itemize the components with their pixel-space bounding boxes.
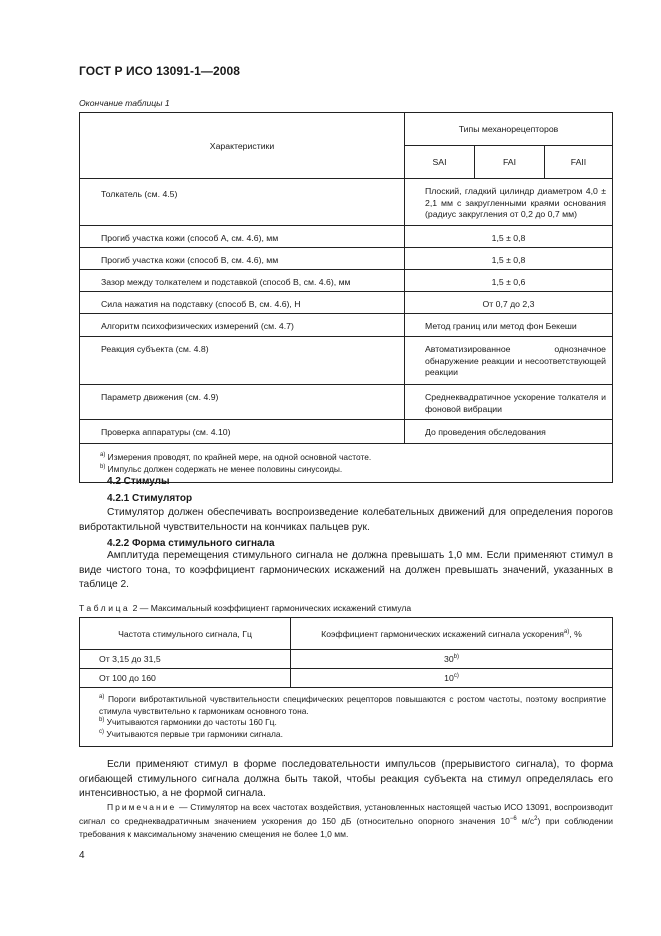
- row-value: 1,5 ± 0,6: [405, 269, 613, 291]
- table2-caption: Таблица 2 — Максимальный коэффициент гармонических искажений стимула: [79, 603, 412, 613]
- row-label: Зазор между толкателем и подставкой (способ В, см. 4.6), мм: [80, 269, 405, 291]
- row-label: Прогиб участка кожи (способ А, см. 4.6), мм: [80, 225, 405, 247]
- table1-col-fai: FAI: [475, 146, 545, 179]
- paragraph-pulse: Если применяют стимул в форме последовательности импульсов (прерывистого сигнала), то форма огибающей стимульного сигнала должна быть такой, чтобы реакция субъекта на стимул определялась его интенсивностью, а не формой сигнала.: [79, 759, 613, 799]
- table-row: [80, 179, 613, 226]
- table-row: [80, 247, 613, 269]
- page-number: 4: [79, 850, 85, 861]
- note-label: Примечание: [107, 802, 177, 812]
- row-value: 30$^{b)}$: [291, 650, 613, 669]
- row-value: Метод границ или метод фон Бекеши: [405, 313, 613, 337]
- section-heading-4-2-1: 4.2.1 Стимулятор: [107, 493, 193, 504]
- note: Примечание — Стимулятор на всех частотах воздействия, установленных настоящей частью ИСО 13091, воспроизводит сигнал со среднеквадратичным значением ускорения до 150 дБ (относительно опорного значения $10^{-6}$ $м/с^2$) при соблюдении требования к максимальному значению смещения не более 1,0 мм.: [79, 802, 613, 839]
- row-value: До проведения обследования: [405, 420, 613, 444]
- table-row: [80, 385, 613, 420]
- table-row: [80, 337, 613, 385]
- footnote-c: $^{c)}$ Учитываются первые три гармоники сигнала.: [99, 728, 283, 739]
- table-row: [80, 650, 613, 669]
- table2-footnotes: [80, 688, 613, 747]
- table2-header-coef: Коэффициент гармонических искажений сигнала ускорения$^{а)}$, %: [291, 618, 613, 650]
- row-label: Проверка аппаратуры (см. 4.10): [80, 420, 405, 444]
- row-freq: От 3,15 до 31,5: [80, 650, 291, 669]
- footnote-a: $^{а)}$ Пороги вибротактильной чувствительности специфических рецепторов повышаются с ростом частоты, поэтому восприятие стимула чувствительно к гармоникам основного тона.: [99, 694, 607, 716]
- table-row: [80, 313, 613, 337]
- row-label: Прогиб участка кожи (способ В, см. 4.6), мм: [80, 247, 405, 269]
- table2-header-freq: Частота стимульного сигнала, Гц: [80, 618, 291, 650]
- table-row: [80, 269, 613, 291]
- table1-col-faii: FAII: [545, 146, 613, 179]
- row-label: Толкатель (см. 4.5): [80, 179, 405, 226]
- paragraph-waveform: Амплитуда перемещения стимульного сигнала не должна превышать 1,0 мм. Если применяют стимул в виде чистого тона, то коэффициент гармонических искажений на должен превышать значений, указанных в таблице 2.: [79, 550, 613, 590]
- row-value: Плоский, гладкий цилиндр диаметром 4,0 ± 2,1 мм с закругленными краями основания (радиус закругления от 0,2 до 0,7 мм): [405, 179, 613, 226]
- footnote-b: $^{b)}$ Учитываются гармоники до частоты 160 Гц.: [99, 717, 277, 727]
- row-value: Автоматизированное однозначное обнаружение реакции и несоответствующей реакции: [405, 337, 613, 385]
- section-heading-4-2-2: 4.2.2 Форма стимульного сигнала: [107, 538, 275, 549]
- table-row: [80, 420, 613, 444]
- row-value: 1,5 ± 0,8: [405, 247, 613, 269]
- row-value: Среднеквадратичное ускорение толкателя и фоновой вибрации: [405, 385, 613, 420]
- row-value: От 0,7 до 2,3: [405, 291, 613, 313]
- document-title: ГОСТ Р ИСО 13091-1—2008: [79, 64, 241, 78]
- paragraph-stimulator: Стимулятор должен обеспечивать воспроизведение колебательных движений для определения порогов вибротактильной чувствительности на кончиках пальцев рук.: [79, 507, 613, 533]
- table1-caption: Окончание таблицы 1: [79, 98, 170, 108]
- table1-header-characteristics: Характеристики: [80, 113, 405, 179]
- row-label: Реакция субъекта (см. 4.8): [80, 337, 405, 385]
- row-label: Сила нажатия на подставку (способ В, см. 4.6), Н: [80, 291, 405, 313]
- row-freq: От 100 до 160: [80, 669, 291, 688]
- table2: [79, 617, 613, 747]
- footnote-a: $^{а)}$ Измерения проводят, по крайней мере, на одной основной частоте.: [100, 451, 372, 462]
- table-row: [80, 291, 613, 313]
- table-row: [80, 669, 613, 688]
- row-label: Параметр движения (см. 4.9): [80, 385, 405, 420]
- row-value: 10$^{c)}$: [291, 669, 613, 688]
- section-heading-4-2: 4.2 Стимулы: [107, 476, 170, 487]
- row-label: Алгоритм психофизических измерений (см. 4.7): [80, 313, 405, 337]
- table1-col-sai: SAI: [405, 146, 475, 179]
- table1-header-types: Типы механорецепторов: [405, 113, 613, 146]
- table-row: [80, 225, 613, 247]
- footnote-b: $^{b)}$ Импульс должен содержать не менее половины синусоиды.: [100, 464, 343, 474]
- row-value: 1,5 ± 0,8: [405, 225, 613, 247]
- table1: [79, 112, 613, 483]
